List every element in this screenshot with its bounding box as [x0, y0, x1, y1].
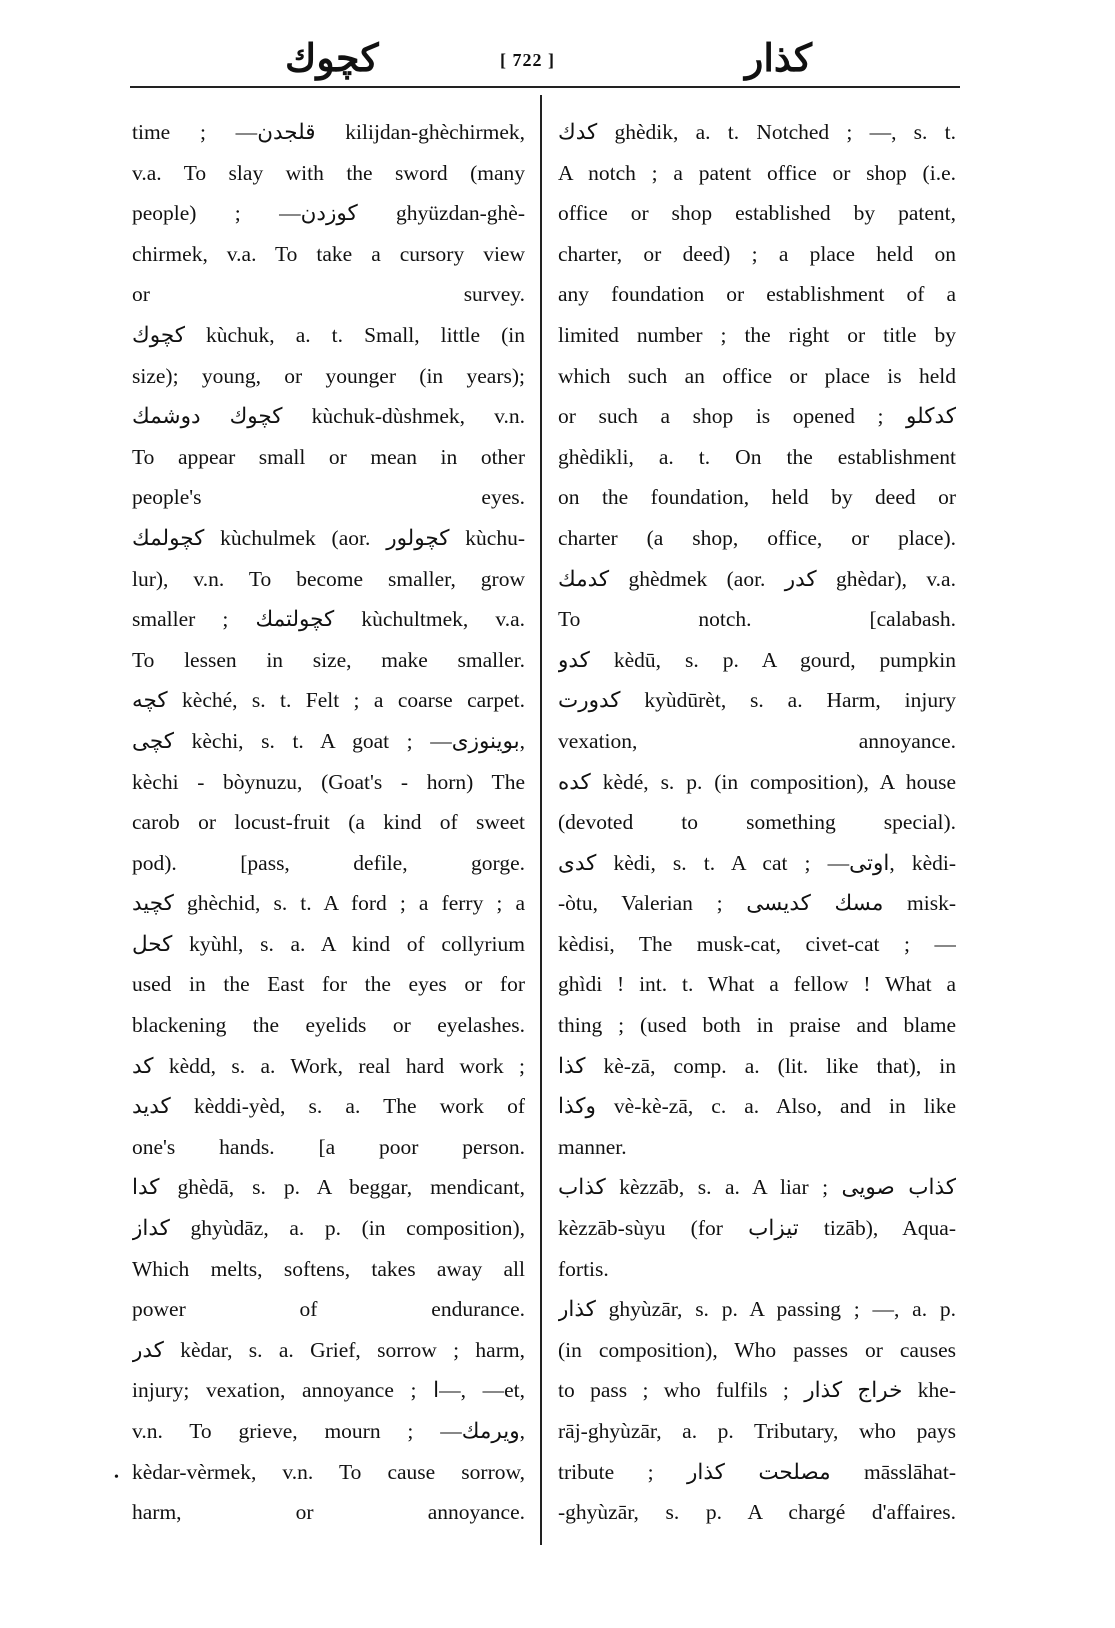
entry-line: -ghyùzār, s. p. A chargé d'affaires.	[558, 1500, 956, 1525]
entry-line: carob or locust-fruit (a kind of sweet	[132, 810, 525, 835]
entry-line: ghìdi ! int. t. What a fellow ! What a	[558, 972, 956, 997]
entry-line: کذار ghyùzār, s. p. A passing ; —, a. p.	[558, 1297, 956, 1322]
entry-line: which such an office or place is held	[558, 363, 956, 388]
entry-line: injury; vexation, annoyance ; ا—, —et,	[132, 1378, 525, 1403]
entry-line: کدك ghèdik, a. t. Notched ; —, s. t.	[558, 120, 956, 144]
entry-line: ghèdikli, a. t. On the establishment	[558, 444, 956, 469]
entry-line: charter, or deed) ; a place held on	[558, 241, 956, 266]
entry-line: کچید ghèchid, s. t. A ford ; a ferry ; a	[132, 891, 525, 916]
entry-line: کذاب kèzzāb, s. a. A liar ; کذاب صویی	[558, 1175, 956, 1200]
right-column	[558, 112, 956, 1533]
entry-line: charter (a shop, office, or place).	[558, 525, 956, 550]
entry-line: blackening the eyelids or eyelashes.	[132, 1013, 525, 1038]
entry-line: کحل kyùhl, s. a. A kind of collyrium	[132, 931, 525, 956]
entry-line: Which melts, softens, takes away all	[132, 1256, 525, 1281]
entry-line: کچه kèché, s. t. Felt ; a coarse carpet.	[132, 688, 525, 713]
entry-line: pod). [pass, defile, gorge.	[132, 850, 525, 875]
entry-line: used in the East for the eyes or for	[132, 972, 525, 997]
entry-line: harm, or annoyance.	[132, 1500, 525, 1525]
entry-line: کداز ghyùdāz, a. p. (in composition),	[132, 1216, 525, 1241]
entry-line: kèdisi, The musk-cat, civet-cat ; —	[558, 931, 956, 956]
entry-line: کدو kèdū, s. p. A gourd, pumpkin	[558, 647, 956, 672]
entry-line: on the foundation, held by deed or	[558, 485, 956, 510]
entry-line: کچوك دوشمك kùchuk-dùshmek, v.n.	[132, 404, 525, 429]
entry-line: any foundation or establishment of a	[558, 282, 956, 307]
entry-line: office or shop established by patent,	[558, 201, 956, 226]
entry-line: kèzzāb-sùyu (for تیزاب tizāb), Aqua-	[558, 1216, 956, 1241]
left-column	[132, 112, 525, 1533]
entry-line: power of endurance.	[132, 1297, 525, 1322]
entry-line: one's hands. [a poor person.	[132, 1134, 525, 1159]
header-rule	[130, 86, 960, 88]
entry-line: people's eyes.	[132, 485, 525, 510]
entry-line: To lessen in size, make smaller.	[132, 647, 525, 672]
entry-line: کچی kèchi, s. t. A goat ; —بوینوزی,	[132, 728, 525, 753]
entry-line: chirmek, v.a. To take a cursory view	[132, 241, 525, 266]
entry-line: kèdar-vèrmek, v.n. To cause sorrow,	[132, 1459, 525, 1484]
entry-line: کد kèdd, s. a. Work, real hard work ;	[132, 1053, 525, 1078]
entry-line: کچوك kùchuk, a. t. Small, little (in	[132, 322, 525, 347]
entry-line: وکذا vè-kè-zā, c. a. Also, and in like	[558, 1094, 956, 1119]
entry-line: v.a. To slay with the sword (many	[132, 160, 525, 185]
entry-line: کدا ghèdā, s. p. A beggar, mendicant,	[132, 1175, 525, 1200]
entry-line: (in composition), Who passes or causes	[558, 1337, 956, 1362]
entry-line: time ; —قلجدن kilijdan-ghèchirmek,	[132, 120, 525, 144]
entry-line: rāj-ghyùzār, a. p. Tributary, who pays	[558, 1419, 956, 1443]
entry-line: kèchi - bòynuzu, (Goat's - horn) The	[132, 769, 525, 794]
entry-line: manner.	[558, 1134, 627, 1159]
margin-bullet: •	[114, 1470, 119, 1485]
entry-line: -òtu, Valerian ; مسك کدیسی misk-	[558, 891, 956, 916]
entry-line: or survey.	[132, 282, 525, 307]
entry-line: lur), v.n. To become smaller, grow	[132, 566, 525, 591]
entry-line: کدید kèddi-yèd, s. a. The work of	[132, 1094, 525, 1119]
entry-line: کدمك ghèdmek (aor. کدر ghèdar), v.a.	[558, 566, 956, 591]
entry-line: smaller ; کچولتمك kùchultmek, v.a.	[132, 607, 525, 632]
entry-line: v.n. To grieve, mourn ; —ویرمك,	[132, 1419, 525, 1443]
entry-line: کده kèdé, s. p. (in composition), A house	[558, 769, 956, 794]
entry-line: or such a shop is opened ; کدکلو	[558, 404, 956, 429]
entry-line: کدورت kyùdūrèt, s. a. Harm, injury	[558, 688, 956, 713]
entry-line: کچولمك kùchulmek (aor. کچولور kùchu-	[132, 525, 525, 550]
entry-line: people) ; —کوزدن ghyüzdan-ghè-	[132, 201, 525, 226]
column-divider	[540, 95, 542, 1545]
entry-line: (devoted to something special).	[558, 810, 956, 835]
entry-line: tribute ; مصلحت کذار māsslāhat-	[558, 1459, 956, 1484]
entry-line: to pass ; who fulfils ; خراج کذار khe-	[558, 1378, 956, 1403]
entry-line: fortis.	[558, 1256, 609, 1281]
entry-line: کدر kèdar, s. a. Grief, sorrow ; harm,	[132, 1337, 525, 1362]
entry-line: To notch. [calabash.	[558, 607, 956, 632]
header-left-word: کچوك	[285, 38, 379, 80]
entry-line: To appear small or mean in other	[132, 444, 525, 469]
entry-line: thing ; (used both in praise and blame	[558, 1013, 956, 1038]
entry-line: size); young, or younger (in years);	[132, 363, 525, 388]
entry-line: vexation, annoyance.	[558, 728, 956, 753]
entry-line: کذا kè-zā, comp. a. (lit. like that), in	[558, 1053, 956, 1078]
entry-line: A notch ; a patent office or shop (i.e.	[558, 160, 956, 185]
entry-line: limited number ; the right or title by	[558, 322, 956, 347]
header-right-word: کذار	[745, 38, 812, 80]
entry-line: کدی kèdi, s. t. A cat ; —اوتی, kèdi-	[558, 850, 956, 875]
page-number: [ 722 ]	[500, 50, 555, 70]
